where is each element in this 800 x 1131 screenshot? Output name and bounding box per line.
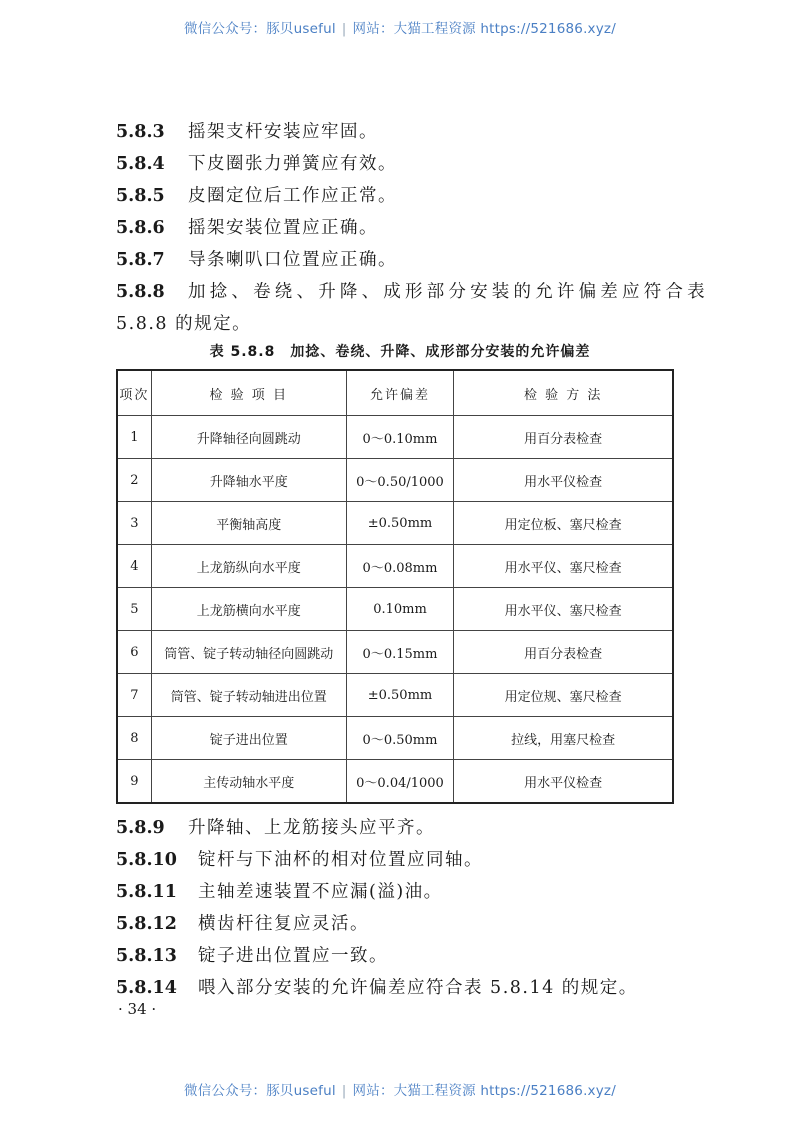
clause-5-8-7: 5.8.7 导条喇叭口位置应正确。: [116, 250, 397, 270]
page-number: · 34 ·: [118, 1000, 157, 1018]
watermark-site: 网站：大猫工程资源 https://521686.xyz/: [352, 1083, 616, 1099]
table-row: 8 锭子进出位置 0～0.50mm 拉线，用塞尺检查: [117, 717, 673, 760]
clause-5-8-3: 5.8.3 摇架支杆安装应牢固。: [116, 122, 378, 142]
watermark-separator: |: [341, 1083, 347, 1099]
header-method: 检 验 方 法: [454, 370, 673, 416]
clause-5-8-6: 5.8.6 摇架安装位置应正确。: [116, 218, 378, 238]
header-item: 检 验 项 目: [151, 370, 346, 416]
watermark-separator: |: [341, 21, 347, 37]
clause-5-8-4: 5.8.4 下皮圈张力弹簧应有效。: [116, 154, 397, 174]
header-tolerance: 允许偏差: [346, 370, 454, 416]
table-row: 1 升降轴径向圆跳动 0～0.10mm 用百分表检查: [117, 416, 673, 459]
table-header-row: [117, 370, 673, 416]
clause-5-8-11: 5.8.11 主轴差速装置不应漏(溢)油。: [116, 882, 443, 902]
clause-5-8-8: 5.8.8 加捻、卷绕、升降、成形部分安装的允许偏差应符合表: [116, 282, 709, 302]
table-row: 2 升降轴水平度 0～0.50/1000 用水平仪检查: [117, 459, 673, 502]
watermark-site: 网站：大猫工程资源 https://521686.xyz/: [352, 21, 616, 37]
table-row: 4 上龙筋纵向水平度 0～0.08mm 用水平仪、塞尺检查: [117, 545, 673, 588]
table-row: 5 上龙筋横向水平度 0.10mm 用水平仪、塞尺检查: [117, 588, 673, 631]
clause-5-8-9: 5.8.9 升降轴、上龙筋接头应平齐。: [116, 818, 435, 838]
table-row: 6 筒管、锭子转动轴径向圆跳动 0～0.15mm 用百分表检查: [117, 631, 673, 674]
watermark-wechat: 微信公众号：豚贝useful: [184, 1083, 336, 1099]
table-row: 9 主传动轴水平度 0～0.04/1000 用水平仪检查: [117, 760, 673, 804]
clause-5-8-5: 5.8.5 皮圈定位后工作应正常。: [116, 186, 397, 206]
table-row: 7 筒管、锭子转动轴进出位置 ±0.50mm 用定位规、塞尺检查: [117, 674, 673, 717]
clause-5-8-8-continuation: 5.8.8 的规定。: [116, 314, 252, 334]
watermark-footer: [0, 1079, 800, 1099]
watermark-wechat: 微信公众号：豚贝useful: [184, 21, 336, 37]
clause-5-8-13: 5.8.13 锭子进出位置应一致。: [116, 946, 388, 966]
table-caption: 表 5.8.8 加捻、卷绕、升降、成形部分安装的允许偏差: [209, 344, 591, 360]
watermark-header: [0, 17, 800, 37]
clause-5-8-10: 5.8.10 锭杆与下油杯的相对位置应同轴。: [116, 850, 483, 870]
header-index: 项次: [117, 370, 151, 416]
tolerance-table: [116, 369, 674, 804]
clause-5-8-12: 5.8.12 横齿杆往复应灵活。: [116, 914, 369, 934]
clause-5-8-14: 5.8.14 喂入部分安装的允许偏差应符合表 5.8.14 的规定。: [116, 978, 638, 998]
table-row: 3 平衡轴高度 ±0.50mm 用定位板、塞尺检查: [117, 502, 673, 545]
